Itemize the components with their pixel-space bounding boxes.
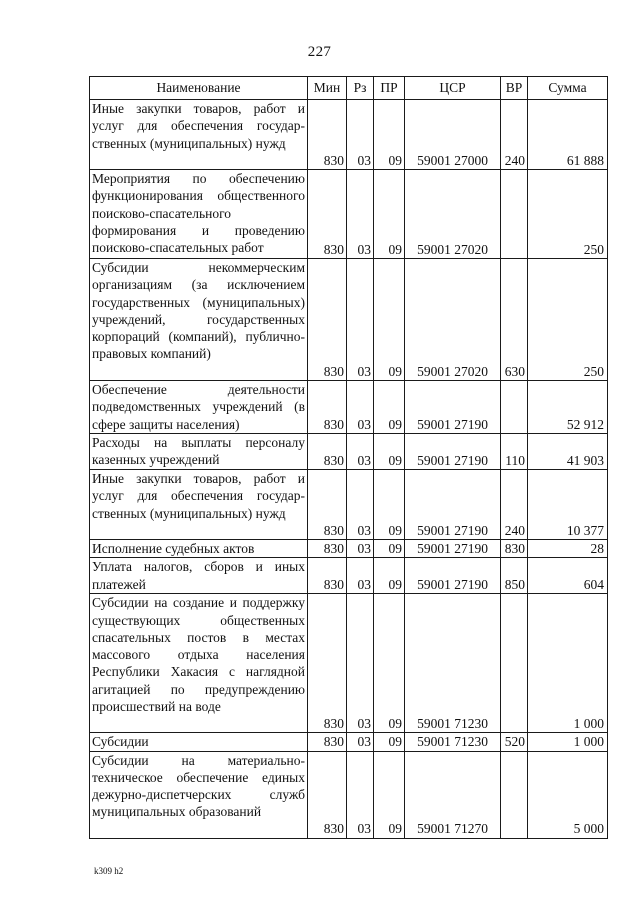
row-vr: 240 [501,470,528,540]
row-pr: 09 [374,594,405,733]
table-row [90,381,608,434]
table-row [90,733,608,751]
row-min: 830 [308,733,347,751]
header-rz: Рз [347,77,374,100]
row-min: 830 [308,594,347,733]
row-name: Мероприятия по обеспечению функционирования общественного поисково-спасательного формирования и проведению поисково-спасательных работ [90,170,308,259]
row-vr [501,381,528,434]
row-name: Уплата налогов, сборов и иных платежей [90,558,308,594]
row-vr: 850 [501,558,528,594]
page-number: 227 [307,44,332,60]
row-csr: 59001 27020 [405,170,501,259]
table-row [90,434,608,470]
row-vr [501,170,528,259]
row-sum: 1 000 [528,733,608,751]
table-row [90,558,608,594]
row-name: Расходы на выплаты персоналу казенных учреждений [90,434,308,470]
row-sum: 5 000 [528,751,608,838]
row-rz: 03 [347,100,374,170]
row-rz: 03 [347,594,374,733]
row-rz: 03 [347,470,374,540]
row-name: Субсидии [90,733,308,751]
row-name: Иные закупки товаров, работ и услуг для обеспечения государственных (муниципальных) нужд [90,470,308,540]
row-name: Иные закупки товаров, работ и услуг для обеспечения государственных (муниципальных) нужд [90,100,308,170]
row-pr: 09 [374,540,405,558]
row-sum: 41 903 [528,434,608,470]
row-csr: 59001 27190 [405,381,501,434]
table-row [90,751,608,838]
table-row [90,259,608,381]
row-sum: 52 912 [528,381,608,434]
header-pr: ПР [374,77,405,100]
row-pr: 09 [374,259,405,381]
row-csr: 59001 27000 [405,100,501,170]
row-sum: 1 000 [528,594,608,733]
row-rz: 03 [347,558,374,594]
budget-table [89,76,608,839]
row-sum: 604 [528,558,608,594]
row-rz: 03 [347,381,374,434]
row-name: Исполнение судебных актов [90,540,308,558]
table-row [90,540,608,558]
row-vr: 520 [501,733,528,751]
row-pr: 09 [374,100,405,170]
row-sum: 10 377 [528,470,608,540]
row-vr: 110 [501,434,528,470]
footer-code: k309 h2 [94,866,124,876]
row-csr: 59001 27190 [405,470,501,540]
table-row [90,594,608,733]
table-row [90,100,608,170]
row-min: 830 [308,434,347,470]
row-csr: 59001 71230 [405,594,501,733]
row-sum: 250 [528,170,608,259]
row-pr: 09 [374,170,405,259]
row-csr: 59001 71230 [405,733,501,751]
row-sum: 28 [528,540,608,558]
row-min: 830 [308,558,347,594]
header-sum: Сумма [528,77,608,100]
row-csr: 59001 27190 [405,434,501,470]
row-pr: 09 [374,733,405,751]
row-vr: 240 [501,100,528,170]
row-rz: 03 [347,751,374,838]
row-name: Субсидии на создание и поддержку существующих общественных спасательных постов в местах массового отдыха населения Республики Хакасия с наглядной агитацией по предупреждению происшествий на воде [90,594,308,733]
row-csr: 59001 27020 [405,259,501,381]
header-vr: ВР [501,77,528,100]
row-pr: 09 [374,434,405,470]
row-min: 830 [308,470,347,540]
row-name: Субсидии некоммерческим организациям (за исключением государственных (муниципальных) учреждений, государственных корпораций (компаний), публично-правовых компаний) [90,259,308,381]
row-rz: 03 [347,170,374,259]
row-name: Субсидии на материально-техническое обеспечение единых дежурно-диспетчерских служб муниципальных образований [90,751,308,838]
row-min: 830 [308,381,347,434]
row-pr: 09 [374,751,405,838]
row-min: 830 [308,100,347,170]
table-header-row [90,77,608,100]
row-vr [501,751,528,838]
row-vr: 830 [501,540,528,558]
row-csr: 59001 71270 [405,751,501,838]
table-row [90,470,608,540]
row-rz: 03 [347,540,374,558]
header-csr: ЦСР [405,77,501,100]
row-rz: 03 [347,259,374,381]
row-name: Обеспечение деятельности подведомственных учреждений (в сфере защиты населения) [90,381,308,434]
row-min: 830 [308,170,347,259]
row-sum: 61 888 [528,100,608,170]
table-row [90,170,608,259]
header-name: Наименование [90,77,308,100]
row-rz: 03 [347,434,374,470]
row-rz: 03 [347,733,374,751]
row-vr: 630 [501,259,528,381]
row-min: 830 [308,540,347,558]
row-csr: 59001 27190 [405,558,501,594]
row-pr: 09 [374,381,405,434]
header-min: Мин [308,77,347,100]
row-pr: 09 [374,558,405,594]
row-vr [501,594,528,733]
row-pr: 09 [374,470,405,540]
row-sum: 250 [528,259,608,381]
row-csr: 59001 27190 [405,540,501,558]
row-min: 830 [308,751,347,838]
row-min: 830 [308,259,347,381]
